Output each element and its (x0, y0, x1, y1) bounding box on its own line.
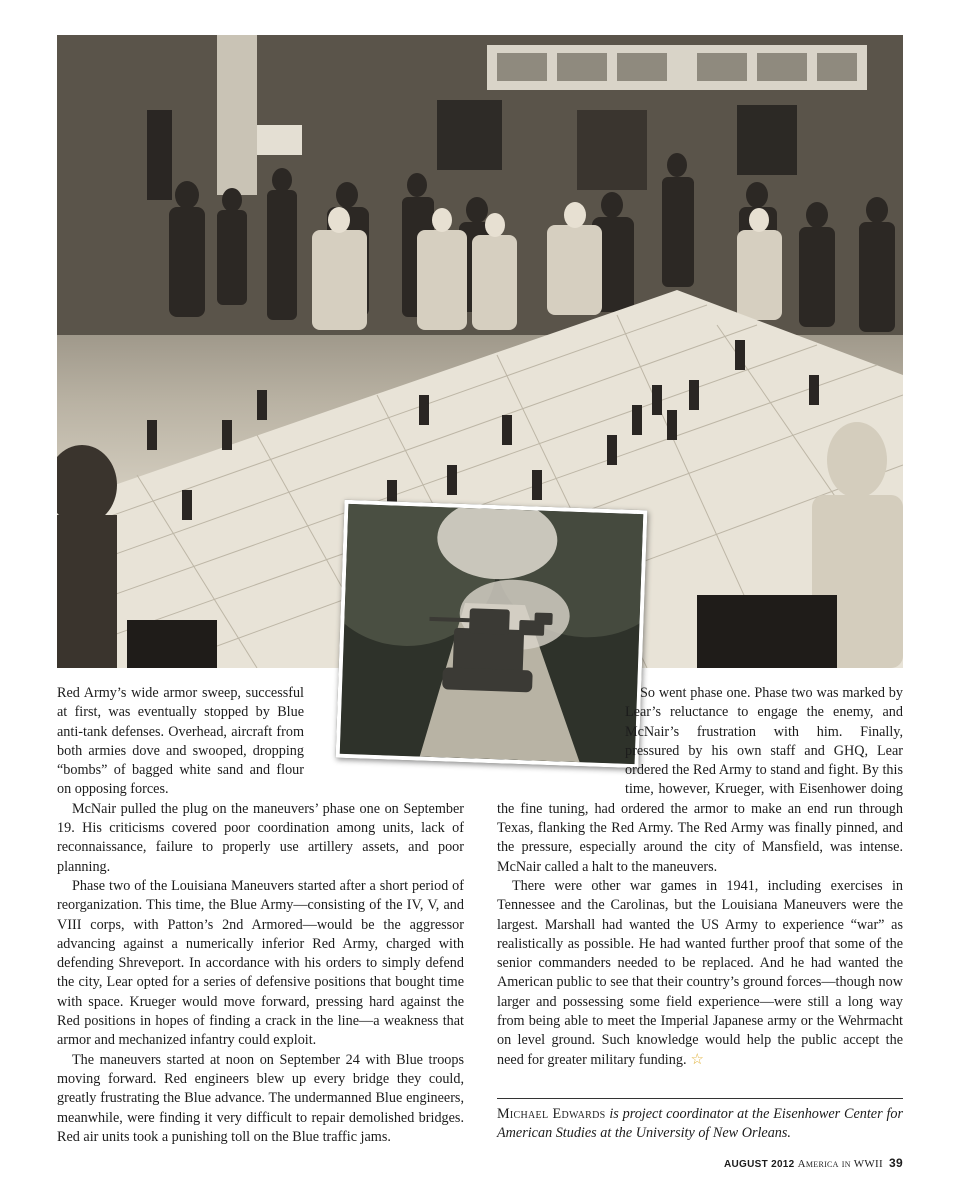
inset-wrap-space (304, 684, 464, 771)
star-icon: ☆ (690, 1051, 704, 1068)
author-name: Michael Edwards (497, 1106, 606, 1122)
paragraph: So went phase one. Phase two was marked by Lear’s reluctance to engage the enemy, and McNair’s frustration with him. Finally, pressured by his own staff and GHQ, Lear ordered the Red Army to stand and fight. By this time, however, Krueger, with Eisenhower doing the fine tuning, had ordered the armor to make an end run through Texas, flanking the Red Army. The Red Army was finally pinned, and the pressure, especially around the city of Mansfield, was intense. McNair called a halt to the maneuvers. (497, 685, 903, 875)
inset-wrap-space (497, 684, 625, 788)
publication-name: America in WWII (797, 1158, 883, 1170)
issue-date: AUGUST 2012 (723, 1159, 795, 1170)
paragraph: McNair pulled the plug on the maneuvers’ phase one on September 19. His criticisms covered poor coordination among units, lack of reconnaissance, failure to properly use artillery assets, and poor planning. (57, 800, 464, 875)
bio-divider (497, 1098, 903, 1099)
paragraph: The maneuvers started at noon on September 24 with Blue troops moving forward. Red engineers blew up every bridge they could, greatly frustrating the Blue advance. The undermanned Blue engineers, meanwhile, were finding it very difficult to repair demolished bridges. Red air units took a punishing toll on the Blue traffic jams. (57, 1051, 464, 1145)
page-footer (724, 1156, 903, 1170)
author-bio (497, 1105, 903, 1144)
bio-text: is project coordinator at the Eisenhower Center for American Studies at the University of New Orleans. (497, 1106, 903, 1142)
article-right-column (497, 684, 903, 1070)
paragraph: Phase two of the Louisiana Maneuvers started after a short period of reorganization. This time, the Blue Army—consisting of the IV, V, and VIII corps, with Patton’s 2nd Armored—would be the aggressor advancing against a numerically inferior Red Army, charged with defending Shreveport. In accordance with his orders to simply defend the city, Lear opted for a series of defensive positions that bought time with space. Krueger would move forward, pressing hard against the Red positions in hopes of finding a crack in the line—a weakness that armor and mechanized infantry could exploit. (57, 877, 464, 1049)
paragraph-last (497, 877, 903, 1070)
page-number: 39 (889, 1156, 903, 1170)
article-left-column (57, 684, 464, 1147)
paragraph-text: There were other war games in 1941, including exercises in Tennessee and the Carolinas, but the Louisiana Maneuvers were the largest. Marshall had wanted the US Army to experience “war” as realistically as possible. He had wanted further proof that some of the senior commanders needed to be replaced. And he had wanted the American public to see that their country’s ground forces—though now larger and possessing some field experience—were still a long way from being able to meet the Imperial Japanese army or the Wehrmacht on level ground. Such knowledge would help the public accept the need for greater military funding. (497, 877, 903, 1068)
paragraph: Red Army’s wide armor sweep, successful at first, was eventually stopped by Blue anti-tank defenses. Overhead, aircraft from both armies dove and swooped, dropping “bombs” of bagged white sand and flour on opposing forces. (57, 685, 304, 798)
